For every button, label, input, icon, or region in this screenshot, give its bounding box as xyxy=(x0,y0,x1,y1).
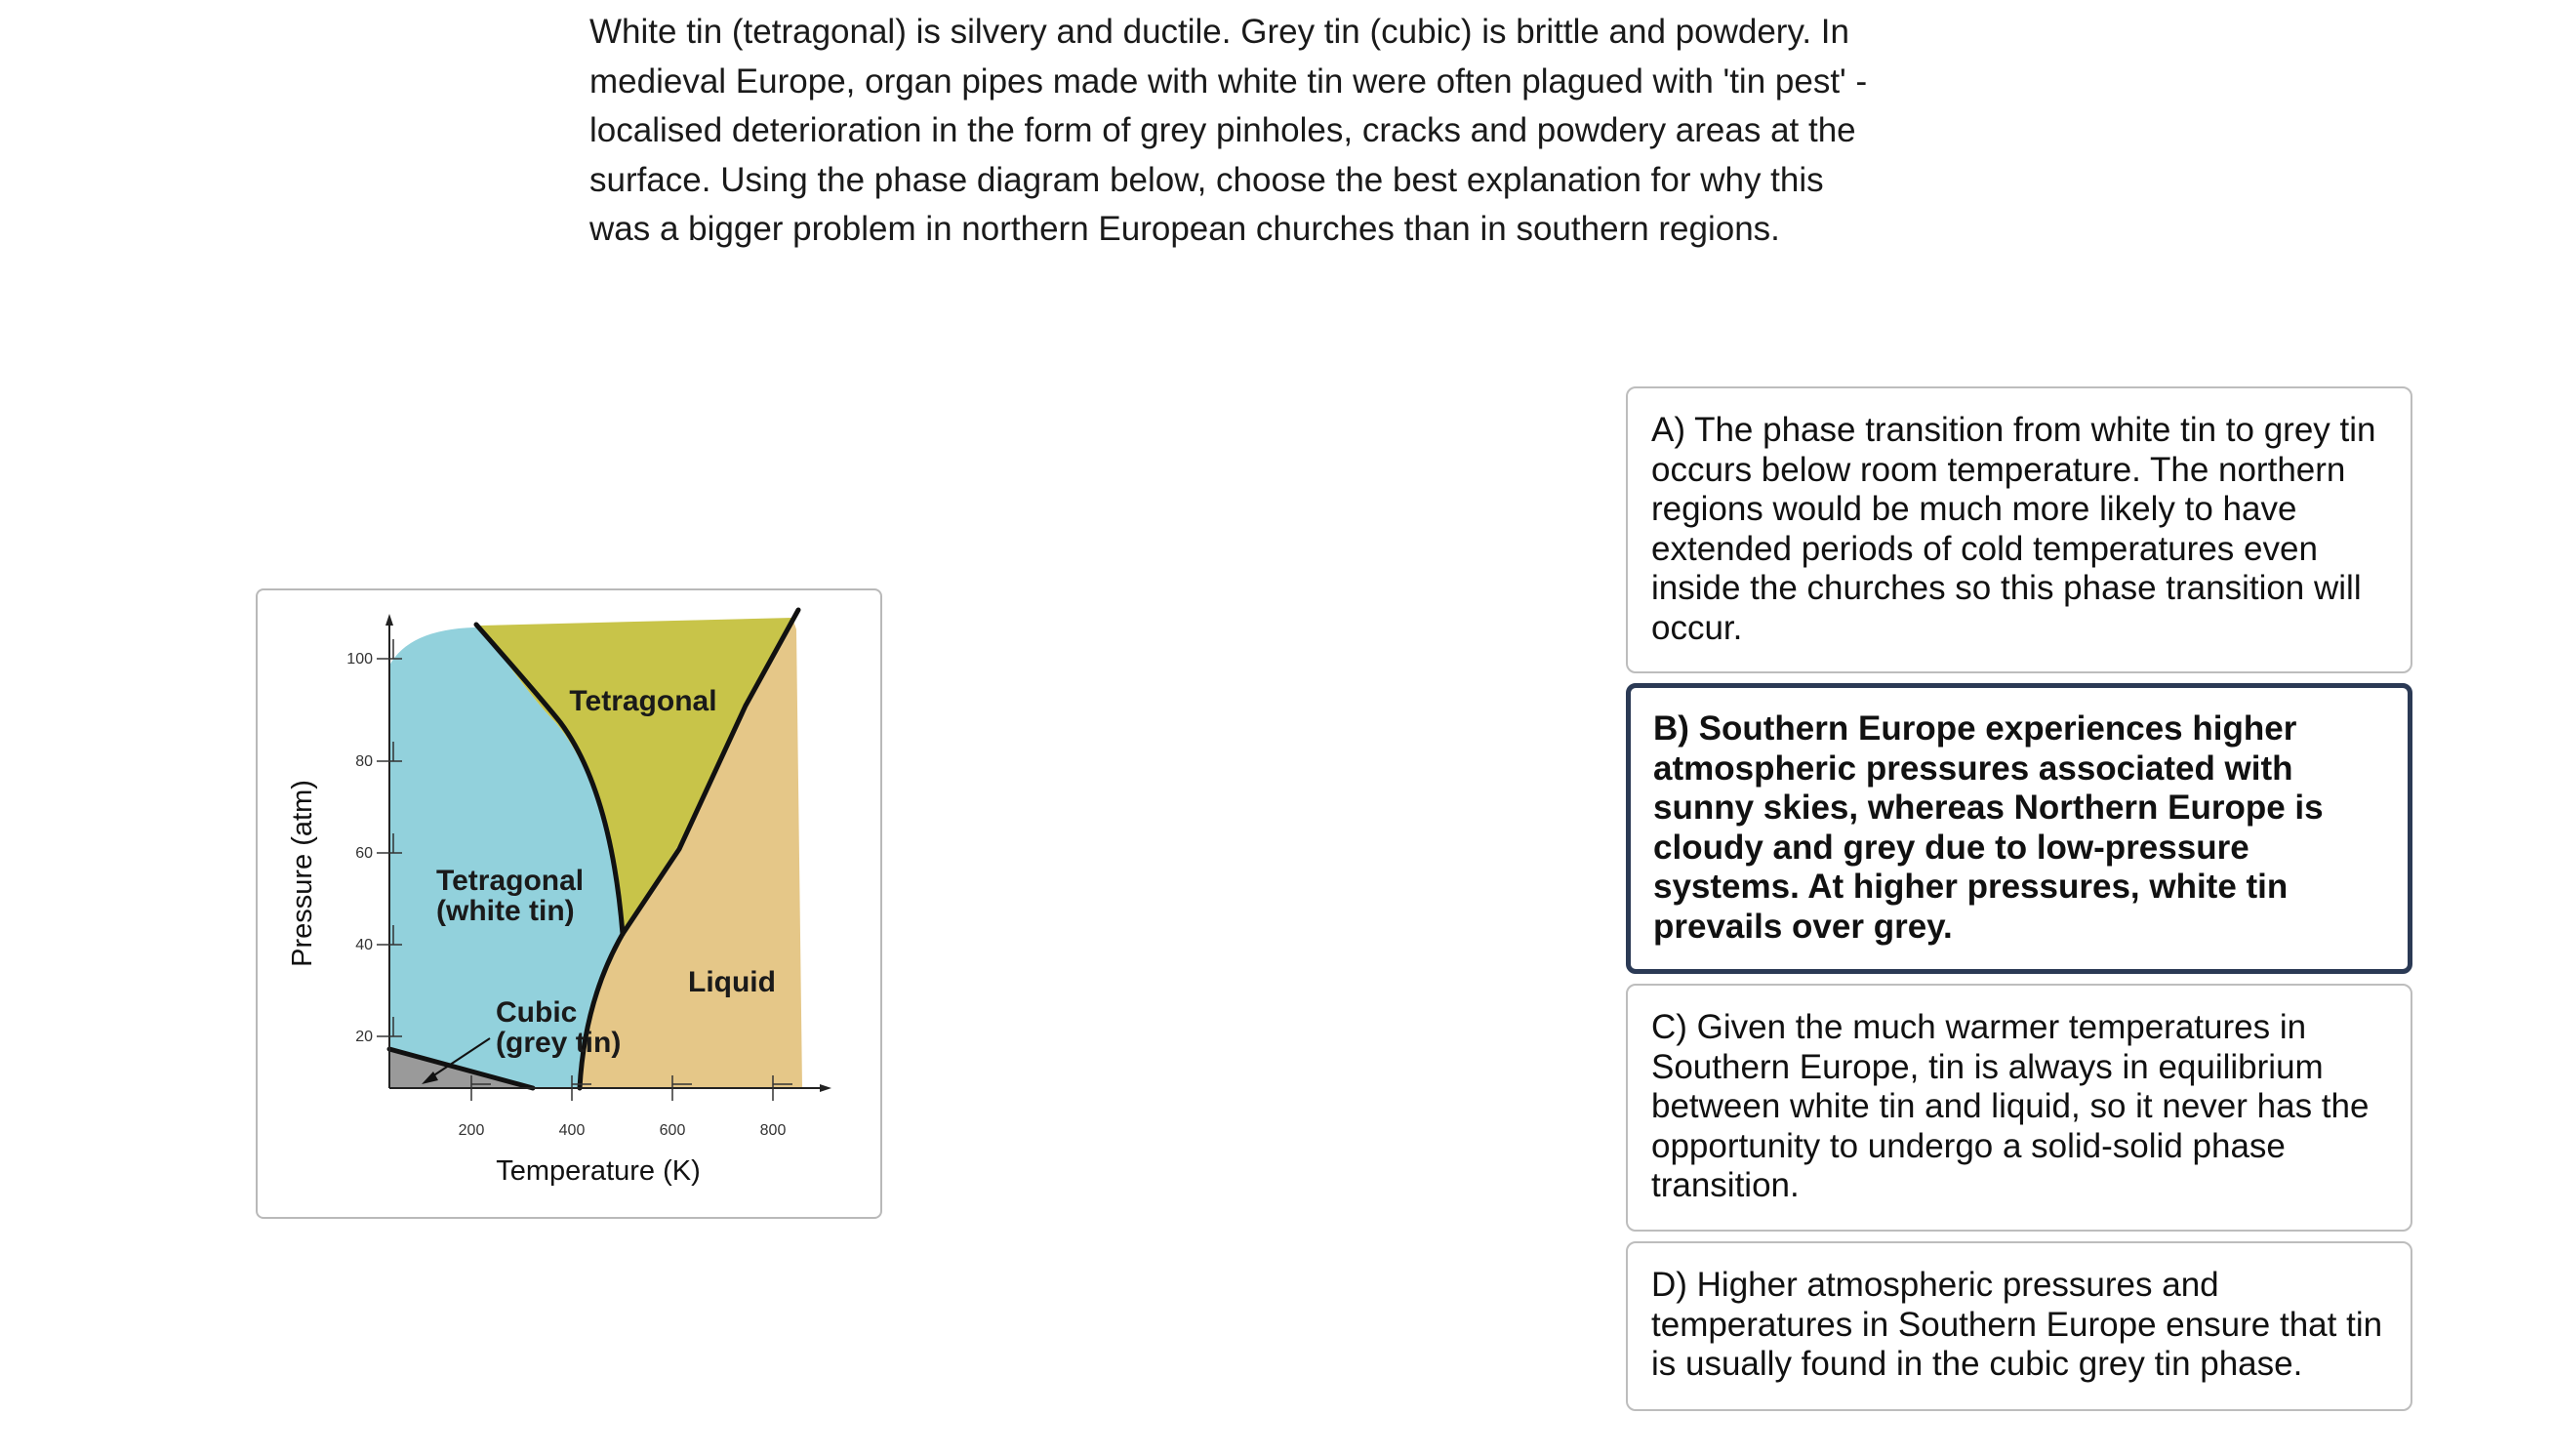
x-axis-arrow xyxy=(820,1084,831,1092)
y-axis-label: Pressure (atm) xyxy=(287,780,318,967)
question-text: White tin (tetragonal) is silvery and ductile. Grey tin (cubic) is brittle and powdery. In medieval Europe, organ pipes made with white tin were often plagued with 'tin pest' - localised deterioration in the form of grey pinholes, cracks and powdery areas at the surface. Using the phase diagram below, choose the best explanation for why this was a bigger problem in northern European churches than in southern regions. xyxy=(589,13,1868,248)
option-c[interactable]: C) Given the much warmer temperatures in Southern Europe, tin is always in equilibrium between white tin and liquid, so it never has the opportunity to undergo a solid-solid phase transition. xyxy=(1626,984,2412,1232)
option-d[interactable]: D) Higher atmospheric pressures and temperatures in Southern Europe ensure that tin is usually found in the cubic grey tin phase. xyxy=(1626,1241,2412,1411)
grey-tin-label: (grey tin) xyxy=(496,1027,622,1059)
liquid-label: Liquid xyxy=(688,966,776,998)
white-tin-label: Tetragonal xyxy=(436,865,585,897)
x-axis-label: Temperature (K) xyxy=(496,1155,701,1187)
option-b[interactable]: B) Southern Europe experiences higher atmospheric pressures associated with sunny skies, whereas Northern Europe is cloudy and grey due to low-pressure systems. At higher pressures, white tin prevails over grey. xyxy=(1626,683,2412,974)
y-tick-label: 100 xyxy=(346,651,373,667)
tetragonal-label: Tetragonal xyxy=(569,685,717,717)
y-tick-label: 20 xyxy=(355,1029,373,1045)
white-tin-label: (white tin) xyxy=(436,895,575,927)
y-tick-label: 60 xyxy=(355,845,373,862)
x-tick-label: 600 xyxy=(659,1122,686,1139)
option-a[interactable]: A) The phase transition from white tin to grey tin occurs below room temperature. The northern regions would be much more likely to have extended periods of cold temperatures even inside the churches so this phase transition will occur. xyxy=(1626,386,2412,673)
x-tick-label: 800 xyxy=(759,1122,787,1139)
y-tick-label: 40 xyxy=(355,937,373,953)
y-axis-arrow xyxy=(385,614,393,626)
x-tick-label: 400 xyxy=(558,1122,586,1139)
x-tick-label: 200 xyxy=(458,1122,485,1139)
grey-tin-label: Cubic xyxy=(496,996,578,1029)
phase-diagram xyxy=(258,590,882,1219)
y-tick-label: 80 xyxy=(355,753,373,770)
phase-diagram-figure xyxy=(256,588,882,1219)
